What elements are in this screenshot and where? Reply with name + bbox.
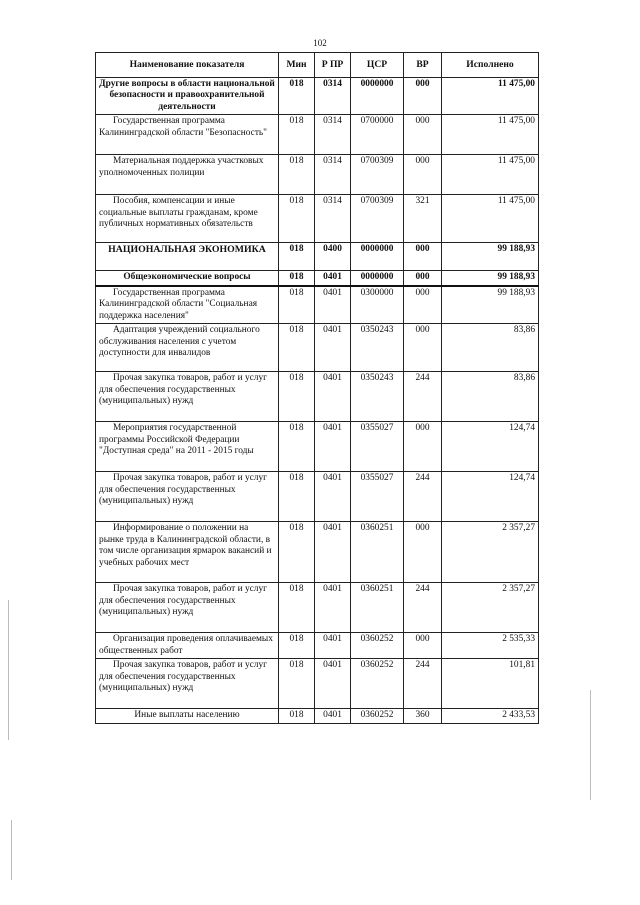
row-name: Общеэкономические вопросы (96, 271, 279, 286)
row-vr: 000 (404, 633, 442, 659)
table-row (96, 243, 539, 271)
row-name: Адаптация учреждений социального обслуживания населения с учетом доступности для инвалидов (96, 324, 279, 372)
row-vr: 000 (404, 324, 442, 372)
row-name: Информирование о положении на рынке труда в Калининградской области, в том числе организация ярмарок вакансий и учебных рабочих мест (96, 522, 279, 583)
row-rpr: 0401 (315, 286, 351, 324)
row-name: Другие вопросы в области национальной безопасности и правоохранительной деятельности (96, 78, 279, 115)
row-csr: 0000000 (351, 78, 404, 115)
row-amount: 2 357,27 (442, 522, 539, 583)
row-min: 018 (279, 286, 315, 324)
scan-margin-mark (8, 600, 9, 740)
row-min: 018 (279, 659, 315, 709)
row-min: 018 (279, 583, 315, 633)
row-rpr: 0401 (315, 522, 351, 583)
row-name: Прочая закупка товаров, работ и услуг для обеспечения государственных (муниципальных) нужд (96, 372, 279, 422)
row-vr: 000 (404, 155, 442, 195)
row-min: 018 (279, 422, 315, 472)
row-csr: 0700309 (351, 155, 404, 195)
table-row (96, 633, 539, 659)
row-vr: 321 (404, 195, 442, 243)
row-amount: 124,74 (442, 472, 539, 522)
row-amount: 11 475,00 (442, 195, 539, 243)
row-amount: 101,81 (442, 659, 539, 709)
row-csr: 0300000 (351, 286, 404, 324)
row-min: 018 (279, 633, 315, 659)
table-row (96, 195, 539, 243)
row-name: Мероприятия государственной программы Российской Федерации "Доступная среда" на 2011 - 2015 годы (96, 422, 279, 472)
row-amount: 124,74 (442, 422, 539, 472)
row-min: 018 (279, 115, 315, 155)
row-rpr: 0314 (315, 155, 351, 195)
row-amount: 83,86 (442, 372, 539, 422)
row-vr: 244 (404, 583, 442, 633)
table-row (96, 659, 539, 709)
row-amount: 2 433,53 (442, 709, 539, 723)
header-csr: ЦСР (351, 53, 404, 78)
row-rpr: 0400 (315, 243, 351, 271)
table-row (96, 372, 539, 422)
header-min: Мин (279, 53, 315, 78)
row-vr: 360 (404, 709, 442, 723)
table-row (96, 709, 539, 723)
table-row (96, 583, 539, 633)
row-vr: 244 (404, 472, 442, 522)
header-name: Наименование показателя (96, 53, 279, 78)
row-name: Материальная поддержка участковых уполномоченных полиции (96, 155, 279, 195)
table-row (96, 78, 539, 115)
row-csr: 0000000 (351, 271, 404, 286)
page-number: 102 (313, 38, 327, 48)
row-amount: 99 188,93 (442, 286, 539, 324)
table-row (96, 155, 539, 195)
row-min: 018 (279, 243, 315, 271)
row-csr: 0360252 (351, 709, 404, 723)
row-rpr: 0401 (315, 372, 351, 422)
row-csr: 0000000 (351, 243, 404, 271)
row-vr: 000 (404, 522, 442, 583)
row-rpr: 0401 (315, 271, 351, 286)
row-rpr: 0401 (315, 324, 351, 372)
row-vr: 000 (404, 422, 442, 472)
row-amount: 2 357,27 (442, 583, 539, 633)
row-vr: 000 (404, 115, 442, 155)
row-vr: 000 (404, 243, 442, 271)
row-csr: 0350243 (351, 324, 404, 372)
row-name: Иные выплаты населению (96, 709, 279, 723)
row-min: 018 (279, 372, 315, 422)
row-amount: 11 475,00 (442, 155, 539, 195)
header-rpr: Р ПР (315, 53, 351, 78)
row-csr: 0360252 (351, 659, 404, 709)
table-row (96, 522, 539, 583)
row-min: 018 (279, 78, 315, 115)
row-csr: 0355027 (351, 472, 404, 522)
row-rpr: 0401 (315, 659, 351, 709)
row-csr: 0360251 (351, 522, 404, 583)
row-amount: 99 188,93 (442, 271, 539, 286)
row-name: Государственная программа Калининградской области "Безопасность" (96, 115, 279, 155)
row-vr: 244 (404, 372, 442, 422)
row-vr: 244 (404, 659, 442, 709)
header-amount: Исполнено (442, 53, 539, 78)
table-row (96, 324, 539, 372)
row-rpr: 0401 (315, 633, 351, 659)
row-name: Прочая закупка товаров, работ и услуг для обеспечения государственных (муниципальных) нужд (96, 472, 279, 522)
row-amount: 2 535,33 (442, 633, 539, 659)
row-csr: 0360251 (351, 583, 404, 633)
row-rpr: 0314 (315, 115, 351, 155)
row-name: Государственная программа Калининградской области "Социальная поддержка населения" (96, 286, 279, 324)
row-name: Пособия, компенсации и иные социальные выплаты гражданам, кроме публичных нормативных обязательств (96, 195, 279, 243)
row-name: Прочая закупка товаров, работ и услуг для обеспечения государственных (муниципальных) нужд (96, 659, 279, 709)
row-vr: 000 (404, 286, 442, 324)
row-csr: 0350243 (351, 372, 404, 422)
row-csr: 0700309 (351, 195, 404, 243)
scan-margin-mark (11, 820, 12, 880)
row-name: НАЦИОНАЛЬНАЯ ЭКОНОМИКА (96, 243, 279, 271)
row-rpr: 0401 (315, 709, 351, 723)
table-row (96, 115, 539, 155)
row-rpr: 0401 (315, 472, 351, 522)
table-row (96, 422, 539, 472)
row-vr: 000 (404, 271, 442, 286)
row-min: 018 (279, 324, 315, 372)
row-min: 018 (279, 195, 315, 243)
table-row (96, 271, 539, 286)
row-min: 018 (279, 709, 315, 723)
row-rpr: 0401 (315, 422, 351, 472)
budget-execution-table (95, 52, 539, 724)
row-min: 018 (279, 472, 315, 522)
row-min: 018 (279, 271, 315, 286)
row-csr: 0360252 (351, 633, 404, 659)
row-amount: 11 475,00 (442, 115, 539, 155)
row-min: 018 (279, 155, 315, 195)
row-name: Прочая закупка товаров, работ и услуг для обеспечения государственных (муниципальных) нужд (96, 583, 279, 633)
table-row (96, 472, 539, 522)
header-vr: ВР (404, 53, 442, 78)
row-rpr: 0314 (315, 78, 351, 115)
row-name: Организация проведения оплачиваемых общественных работ (96, 633, 279, 659)
row-rpr: 0314 (315, 195, 351, 243)
row-csr: 0355027 (351, 422, 404, 472)
row-csr: 0700000 (351, 115, 404, 155)
scan-margin-mark (590, 690, 591, 800)
row-rpr: 0401 (315, 583, 351, 633)
table-header-row (96, 53, 539, 78)
row-amount: 99 188,93 (442, 243, 539, 271)
row-vr: 000 (404, 78, 442, 115)
row-amount: 83,86 (442, 324, 539, 372)
row-amount: 11 475,00 (442, 78, 539, 115)
table-row (96, 286, 539, 324)
row-min: 018 (279, 522, 315, 583)
